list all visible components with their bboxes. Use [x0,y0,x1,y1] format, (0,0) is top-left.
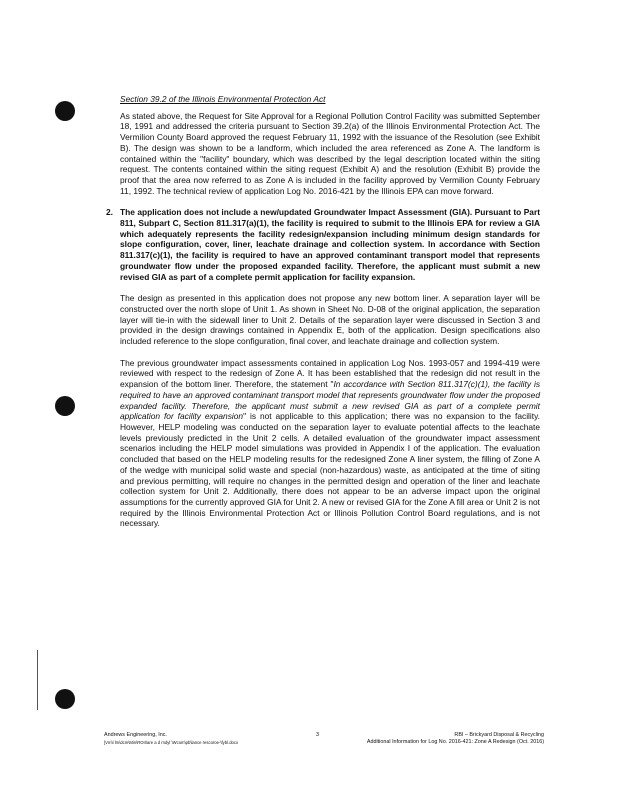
footer-company: Andrews Engineering, Inc. [104,732,167,738]
punch-hole-middle [55,396,75,416]
item-2-comment: The application does not include a new/updated Groundwater Impact Assessment (GIA). Pursuant to Part 811, Subpart C, Section 811.317(a)(1), the facility is required to submit to the Illinois EPA for review a GIA which adequately represents the facility redesign/expansion including minimum design standards for slope configuration, cover, liner, leachate drainage and collection system. In accordance with Section 811.317(c)(1), the facility is required to have an approved contaminant transport model that represents groundwater flow under the proposed expanded facility. Therefore, the applicant must submit a new revised GIA as part of a complete permit application for facility expansion. [120,207,540,282]
footer-title-line-1: RBI – Brickyard Disposal & Recycling [454,732,544,738]
binding-edge-line [37,650,38,710]
paragraph-4-part-2: " is not applicable to this application; there was no expansion to the facility. However, HELP modeling was conducted on the separation layer to evaluate potential affects to the leachate levels previously predicted in the Unit 2 cells. A detailed evaluation of the groundwater impact assessment scenarios including the HELP model simulations was provided in Appendix I of the application. The evaluation concluded that based on the HELP modeling results for the redesigned Zone A liner system, the filling of Zone A of the wedge with municipal solid waste and special (non-hazardous) waste, as anticipated at the time of siting and previous permitting, will require no changes in the permitted design and operation of the liner and leachate collection system for Unit 2. Additionally, there does not appear to be an adverse impact upon the original assumptions for the currently approved GIA for Unit 2. A new or revised GIA for the Zone A fill area or Unit 2 is not required by the Illinois Environmental Protection Act or Illinois Pollution Control Board regulations, and is not necessary. [120,411,540,529]
item-number: 2. [106,207,113,218]
paragraph-groundwater-assessment [120,358,540,529]
document-body [106,94,541,540]
punch-hole-bottom [55,689,75,709]
paragraph-4-quote: In accordance with Section 811.317(c)(1), the facility is required to have an approved contaminant transport model that represents groundwater flow under the proposed expanded facility. Therefore, the applicant must submit a new revised GIA as part of a complete permit application for facility expansion [120,379,541,422]
footer-page-number: 3 [316,732,319,738]
footer-title-line-2: Additional Information for Log No. 2016-421: Zone A Redesign (Oct. 2016) [366,739,544,745]
footer-file-path: [Vm\l lm\dcm\Min\ROII\are a d rndyl \Wcom\pb\lance rescoroe-\fybl.docx [104,740,239,745]
paragraph-siting-approval: As stated above, the Request for Site Approval for a Regional Pollution Control Facility was submitted September 18, 1991 and addressed the criteria pursuant to Section 39.2(a) of the Illinois Environmental Protection Act. The Vermilion County Board approved the request February 11, 1992 with the issuance of the Resolution (see Exhibit B). The design was shown to be a landform, which included the area referenced as Zone A. The landform is contained within the "facility" boundary, which was described by the legal description located within the siting request. The contents contained within the siting request (Exhibit A) and the resolution (Exhibit B) provide the proof that the area now referred to as Zone A is included in the facility approved by Vermilion County February 11, 1992. The technical review of application Log No. 2016-421 by the Illinois EPA can move forward. [120,110,540,196]
footer-right [367,732,544,746]
paragraph-4-part-1: The previous groundwater impact assessments contained in application Log Nos. 1993-057 and 1994-419 were reviewed with respect to the redesign of Zone A. It has been established that the redesign did not result in the expansion of the bottom liner. Therefore, the statement " [120,357,540,390]
punch-hole-top [55,101,75,121]
numbered-item-2 [106,207,540,282]
footer-left [104,732,238,746]
section-heading: Section 39.2 of the Illinois Environmental Protection Act [120,94,326,104]
paragraph-design-separation-layer: The design as presented in this application does not propose any new bottom liner. A separation layer will be constructed over the north slope of Unit 1. As shown in Sheet No. D-08 of the original application, the separation layer will tie-in with the sidewall liner to Unit 2. Details of the separation layer were discussed in Section 3 and provided in the design drawings contained in Appendix E, both of the application. Design specifications also included reference to the slope configuration, final cover, and leachate drainage and collection system. [120,293,540,347]
